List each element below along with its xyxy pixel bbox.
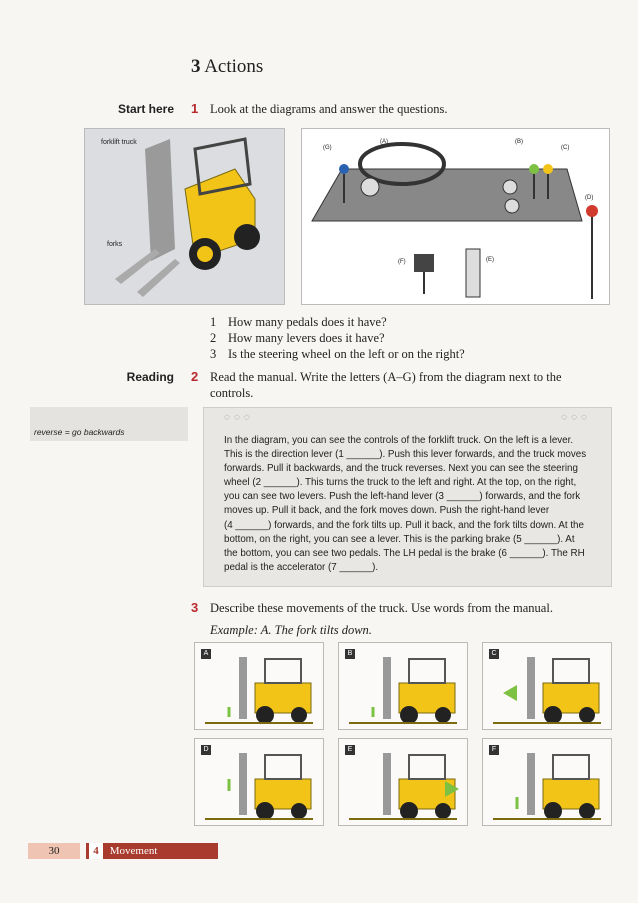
unit-number: 3	[191, 56, 201, 77]
task3-example: Example: A. The fork tilts down.	[210, 623, 372, 637]
controls-drawing	[302, 129, 609, 304]
question-1: 1 How many pedals does it have?	[210, 315, 387, 329]
page-number: 30	[28, 843, 80, 859]
manual-line: wheel (2 ______). This turns the truck to the left and right. At the top, on the right,	[224, 477, 577, 489]
manual-line: (4 ______) forwards, and the fork tilts up. Pull it back, and the fork tilts down. At the	[224, 519, 584, 531]
mast	[145, 139, 175, 261]
side-label-start-here: Start here	[117, 102, 174, 116]
manual-line: In the diagram, you can see the controls of the forklift truck. On the left is a lever.	[224, 435, 574, 446]
task1-number: 1	[191, 101, 199, 116]
manual-box	[203, 407, 612, 587]
gloss-text: reverse = go backwards	[34, 427, 125, 437]
tile-label: D	[201, 745, 211, 755]
letter-g: (G)	[323, 145, 332, 151]
letter-c: (C)	[561, 145, 570, 151]
forklift-truck-label: forklift truck	[101, 139, 137, 146]
manual-line: forwards. Pull it backwards, and the truck reverses. Next you can see the steering	[224, 463, 578, 475]
gauge-right-1	[503, 180, 517, 194]
manual-rings-left: ◌◌◌	[224, 412, 254, 423]
task2-instruction: Read the manual. Write the letters (A–G) from the diagram next to the controls.	[210, 370, 562, 400]
page-title	[191, 56, 263, 78]
rear-wheel	[234, 224, 260, 250]
tile-label: E	[345, 745, 355, 755]
manual-line: you can see two levers. Push the left-hand lever (3 ______) forwards, and the fork	[224, 491, 581, 503]
letter-b: (B)	[515, 139, 523, 145]
tile-label: C	[489, 649, 499, 659]
brake-pedal	[414, 254, 434, 272]
manual-text	[224, 434, 604, 575]
forklift-tile-drawing	[483, 643, 611, 729]
direction-lever-knob	[339, 164, 349, 174]
footer-unit-number: 4	[89, 843, 103, 859]
forklift-tile-drawing	[483, 739, 611, 825]
forks-label: forks	[107, 241, 123, 248]
movement-tile-b	[338, 642, 468, 730]
controls-diagram	[301, 128, 610, 305]
manual-line: This is the direction lever (1 ______). Push this lever forwards, and the truck moves	[224, 449, 587, 461]
unit-title: Actions	[204, 56, 264, 77]
gauge-right-2	[505, 199, 519, 213]
gauge-left	[361, 178, 379, 196]
fork-lever-left-knob	[529, 164, 539, 174]
question-list	[210, 314, 465, 362]
movement-tile-f	[482, 738, 612, 826]
letter-e: (E)	[486, 257, 494, 263]
forklift-tile-drawing	[195, 643, 323, 729]
manual-line: the bottom, you can see two pedals. The LH pedal is the brake (6 ______). The RH	[224, 547, 585, 559]
letter-a: (A)	[380, 139, 388, 145]
fork-lever-right-knob	[543, 164, 553, 174]
task3-number: 3	[191, 600, 199, 615]
front-hub	[197, 246, 213, 262]
parking-brake-knob	[586, 205, 598, 217]
unit-tab	[86, 843, 218, 859]
tile-label: B	[345, 649, 355, 659]
footer-unit-name: Movement	[109, 845, 158, 857]
manual-line: moves up. Pull it back, and the fork moves down. Push the right-hand lever	[224, 505, 550, 517]
question-2: 2 How many levers does it have?	[210, 331, 385, 345]
forklift-illustration	[84, 128, 285, 305]
manual-line: pedal is the accelerator (7 ______).	[224, 561, 379, 573]
forklift-drawing	[85, 129, 284, 304]
letter-d: (D)	[585, 195, 594, 201]
movement-tile-d	[194, 738, 324, 826]
movement-tile-c	[482, 642, 612, 730]
question-3: 3 Is the steering wheel on the left or on the right?	[210, 347, 465, 361]
letter-f: (F)	[398, 259, 406, 265]
movement-tile-e	[338, 738, 468, 826]
forklift-tile-drawing	[195, 739, 323, 825]
task3-instruction: Describe these movements of the truck. Use words from the manual.	[210, 601, 553, 615]
dashboard	[312, 169, 582, 221]
tile-label: F	[489, 745, 499, 755]
accelerator-pedal	[466, 249, 480, 297]
tile-label: A	[201, 649, 211, 659]
task1-instruction: Look at the diagrams and answer the questions.	[210, 102, 448, 116]
movement-tile-a	[194, 642, 324, 730]
manual-line: bottom, on the right, you can see a lever. This is the parking brake (5 ______). At	[224, 533, 575, 545]
forklift-tile-drawing	[339, 643, 467, 729]
forklift-tile-drawing	[339, 739, 467, 825]
gloss-box	[30, 407, 188, 441]
task2-number: 2	[191, 369, 199, 384]
manual-rings-right: ◌◌◌	[561, 412, 591, 423]
side-label-reading: Reading	[126, 370, 174, 384]
